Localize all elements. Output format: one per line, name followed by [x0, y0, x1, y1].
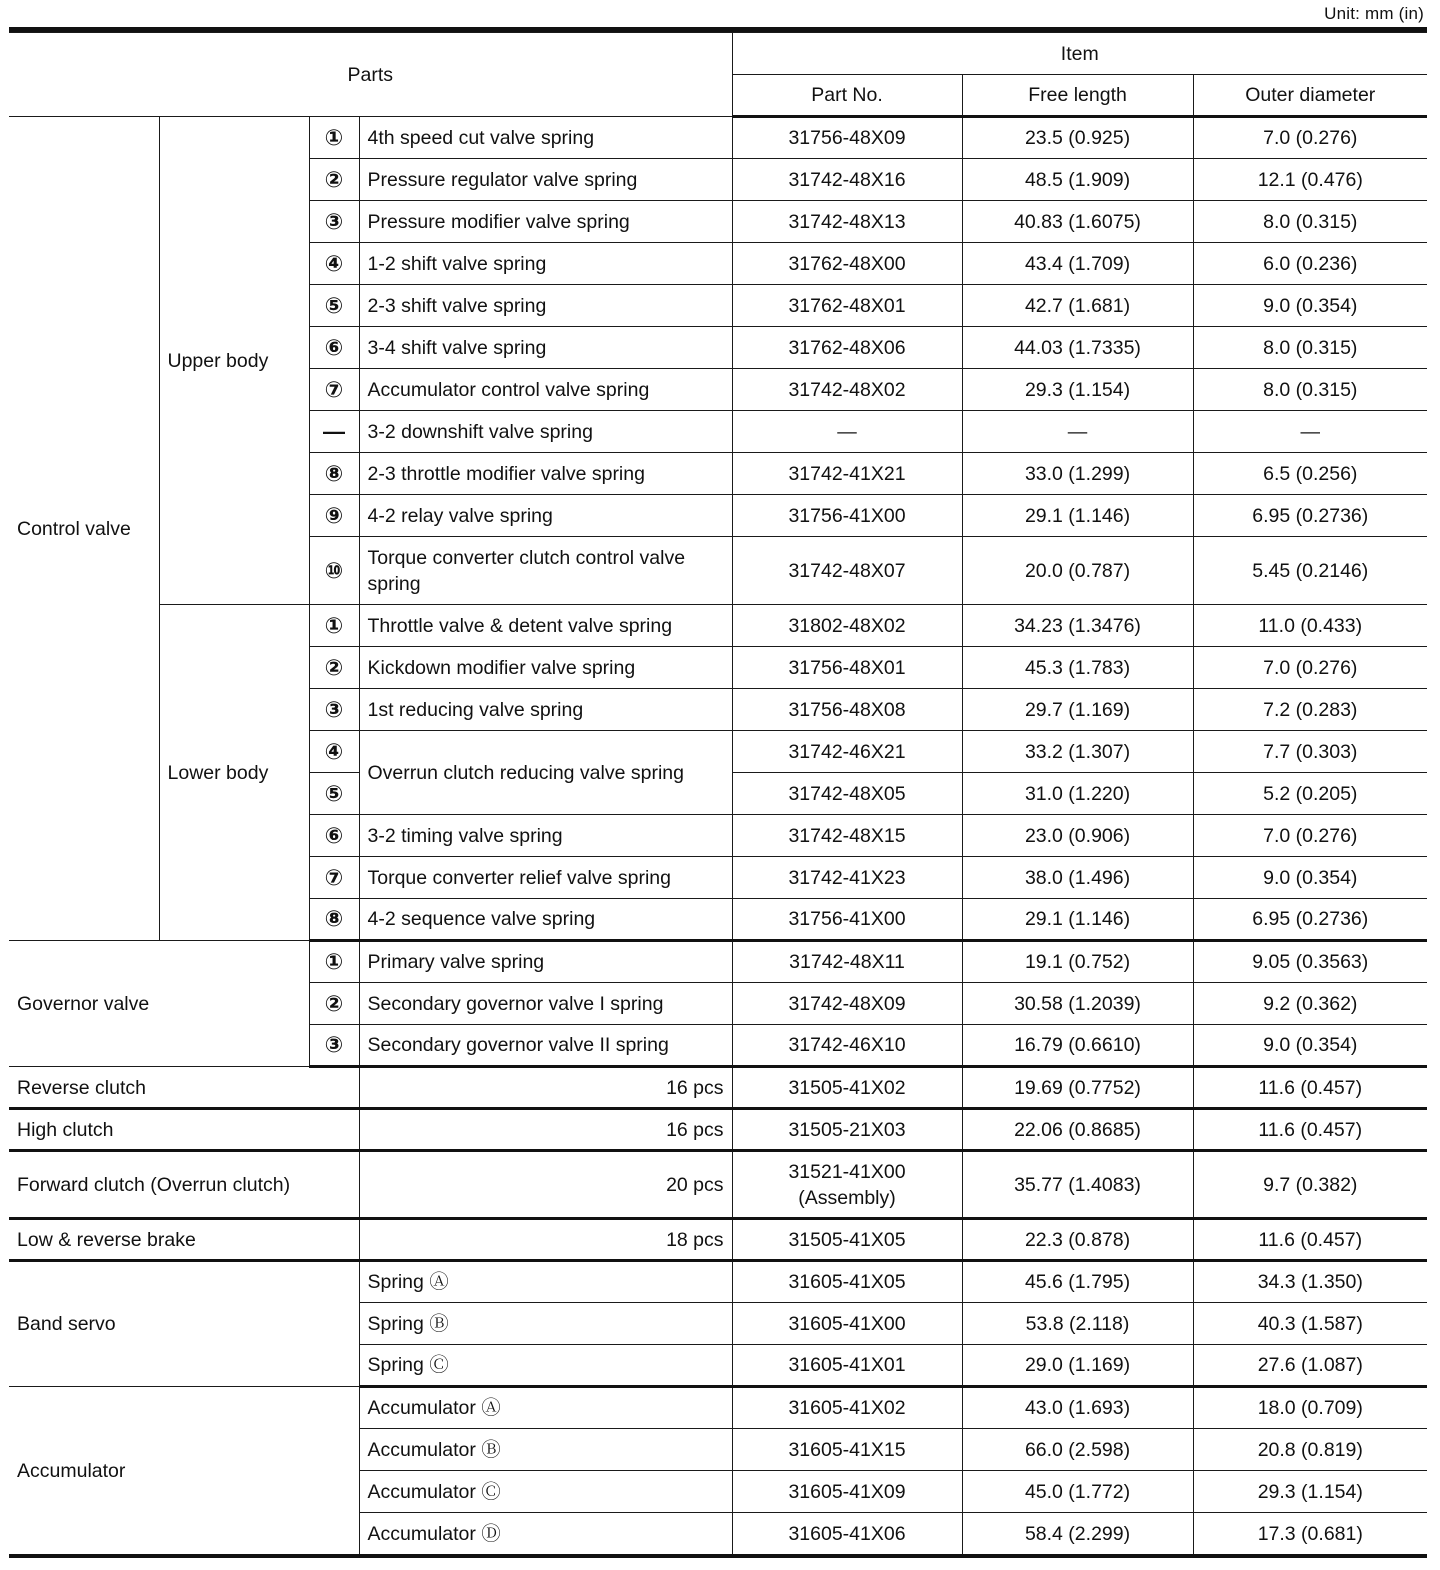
header-part-no: Part No. [732, 75, 962, 117]
part-no-cell: 31756-48X08 [732, 689, 962, 731]
table-row [9, 1387, 1427, 1429]
free-length-cell: 35.77 (1.4083) [962, 1151, 1193, 1219]
item-number-badge: ⑤ [309, 285, 359, 327]
part-name-cell: 4-2 sequence valve spring [359, 899, 732, 941]
header-parts: Parts [9, 33, 732, 117]
part-name-cell: 3-2 downshift valve spring [359, 411, 732, 453]
item-number-badge: ④ [309, 243, 359, 285]
bottom-rule [9, 1554, 1427, 1558]
outer-diameter-cell: 20.8 (0.819) [1193, 1429, 1427, 1471]
part-no-cell: 31762-48X06 [732, 327, 962, 369]
outer-diameter-cell: 6.0 (0.236) [1193, 243, 1427, 285]
outer-diameter-cell: 9.2 (0.362) [1193, 983, 1427, 1025]
part-no-cell: 31762-48X01 [732, 285, 962, 327]
item-number-badge: ⑧ [309, 453, 359, 495]
outer-diameter-cell: 5.2 (0.205) [1193, 773, 1427, 815]
part-name-cell: Primary valve spring [359, 941, 732, 983]
outer-diameter-cell: 7.2 (0.283) [1193, 689, 1427, 731]
part-no-cell: 31605-41X00 [732, 1303, 962, 1345]
free-length-cell: 33.0 (1.299) [962, 453, 1193, 495]
part-no-cell: 31762-48X00 [732, 243, 962, 285]
part-no-cell: 31505-41X05 [732, 1219, 962, 1261]
header-free-length: Free length [962, 75, 1193, 117]
free-length-cell: 23.5 (0.925) [962, 117, 1193, 159]
outer-diameter-cell: 11.6 (0.457) [1193, 1109, 1427, 1151]
outer-diameter-cell: 18.0 (0.709) [1193, 1387, 1427, 1429]
free-length-cell: 53.8 (2.118) [962, 1303, 1193, 1345]
item-number-badge: ② [309, 159, 359, 201]
part-no-cell: 31802-48X02 [732, 605, 962, 647]
free-length-cell: 30.58 (1.2039) [962, 983, 1193, 1025]
outer-diameter-cell: 9.0 (0.354) [1193, 285, 1427, 327]
free-length-cell: 45.3 (1.783) [962, 647, 1193, 689]
free-length-cell: 33.2 (1.307) [962, 731, 1193, 773]
item-number-badge: ③ [309, 1025, 359, 1067]
item-number-badge: ① [309, 941, 359, 983]
part-no-cell: 31605-41X02 [732, 1387, 962, 1429]
header-item: Item [732, 33, 1427, 75]
clutch-name-cell: High clutch [9, 1109, 359, 1151]
part-no-cell: 31505-41X02 [732, 1067, 962, 1109]
part-name-cell: 4th speed cut valve spring [359, 117, 732, 159]
group-label-governor-valve: Governor valve [9, 941, 309, 1067]
free-length-cell: 20.0 (0.787) [962, 537, 1193, 605]
part-no-cell: 31742-48X16 [732, 159, 962, 201]
part-name-cell: Accumulator Ⓑ [359, 1429, 732, 1471]
outer-diameter-cell: 11.6 (0.457) [1193, 1067, 1427, 1109]
outer-diameter-cell: 8.0 (0.315) [1193, 327, 1427, 369]
free-length-cell: 43.4 (1.709) [962, 243, 1193, 285]
quantity-cell: 16 pcs [359, 1067, 732, 1109]
item-number-badge: — [309, 411, 359, 453]
outer-diameter-cell: 9.0 (0.354) [1193, 857, 1427, 899]
part-no-cell: 31742-46X21 [732, 731, 962, 773]
outer-diameter-cell: 5.45 (0.2146) [1193, 537, 1427, 605]
table-row [9, 1151, 1427, 1219]
outer-diameter-cell: 34.3 (1.350) [1193, 1261, 1427, 1303]
free-length-cell: 45.6 (1.795) [962, 1261, 1193, 1303]
part-no-cell: 31756-41X00 [732, 495, 962, 537]
outer-diameter-cell: 7.0 (0.276) [1193, 117, 1427, 159]
part-no-cell: 31742-41X21 [732, 453, 962, 495]
part-name-cell: 3-4 shift valve spring [359, 327, 732, 369]
item-number-badge: ② [309, 647, 359, 689]
part-name-cell: Accumulator Ⓓ [359, 1513, 732, 1555]
outer-diameter-cell: 11.0 (0.433) [1193, 605, 1427, 647]
clutch-name-cell: Low & reverse brake [9, 1219, 359, 1261]
free-length-cell: 45.0 (1.772) [962, 1471, 1193, 1513]
outer-diameter-cell: 7.7 (0.303) [1193, 731, 1427, 773]
free-length-cell: 43.0 (1.693) [962, 1387, 1193, 1429]
part-name-cell: Pressure regulator valve spring [359, 159, 732, 201]
outer-diameter-cell: 12.1 (0.476) [1193, 159, 1427, 201]
group-label-accumulator: Accumulator [9, 1387, 359, 1555]
free-length-cell: 19.1 (0.752) [962, 941, 1193, 983]
part-name-cell: Spring Ⓑ [359, 1303, 732, 1345]
part-no-cell: 31605-41X15 [732, 1429, 962, 1471]
part-no-cell: 31742-48X07 [732, 537, 962, 605]
spring-spec-table-wrapper [9, 27, 1427, 1558]
outer-diameter-cell: 11.6 (0.457) [1193, 1219, 1427, 1261]
part-name-cell: Spring Ⓒ [359, 1345, 732, 1387]
part-name-cell: Secondary governor valve I spring [359, 983, 732, 1025]
part-name-cell: Torque converter clutch control valve spring [359, 537, 732, 605]
part-no-cell: 31742-48X13 [732, 201, 962, 243]
part-name-cell: 4-2 relay valve spring [359, 495, 732, 537]
outer-diameter-cell: 7.0 (0.276) [1193, 815, 1427, 857]
free-length-cell: 40.83 (1.6075) [962, 201, 1193, 243]
unit-label: Unit: mm (in) [1324, 4, 1424, 23]
part-no-cell: 31605-41X05 [732, 1261, 962, 1303]
part-no-cell: 31742-48X15 [732, 815, 962, 857]
table-row [9, 1219, 1427, 1261]
header-row-1 [9, 33, 1427, 75]
item-number-badge: ⑧ [309, 899, 359, 941]
table-row [9, 605, 1427, 647]
free-length-cell: 29.0 (1.169) [962, 1345, 1193, 1387]
outer-diameter-cell: 40.3 (1.587) [1193, 1303, 1427, 1345]
part-no-cell: 31756-41X00 [732, 899, 962, 941]
outer-diameter-cell: 6.95 (0.2736) [1193, 899, 1427, 941]
part-no-cell: 31521-41X00 (Assembly) [732, 1151, 962, 1219]
part-name-cell: Spring Ⓐ [359, 1261, 732, 1303]
part-no-cell: 31742-48X11 [732, 941, 962, 983]
part-name-cell: 1st reducing valve spring [359, 689, 732, 731]
free-length-cell: 38.0 (1.496) [962, 857, 1193, 899]
free-length-cell: 29.1 (1.146) [962, 899, 1193, 941]
outer-diameter-cell: 8.0 (0.315) [1193, 201, 1427, 243]
outer-diameter-cell: 17.3 (0.681) [1193, 1513, 1427, 1555]
outer-diameter-cell: 6.95 (0.2736) [1193, 495, 1427, 537]
item-number-badge: ⑥ [309, 327, 359, 369]
subgroup-label-lower-body: Lower body [159, 605, 309, 941]
item-number-badge: ⑩ [309, 537, 359, 605]
free-length-cell: 29.1 (1.146) [962, 495, 1193, 537]
part-name-cell: 3-2 timing valve spring [359, 815, 732, 857]
part-name-cell: Secondary governor valve II spring [359, 1025, 732, 1067]
quantity-cell: 20 pcs [359, 1151, 732, 1219]
free-length-cell: 19.69 (0.7752) [962, 1067, 1193, 1109]
part-name-cell: Torque converter relief valve spring [359, 857, 732, 899]
part-no-cell: 31605-41X09 [732, 1471, 962, 1513]
part-name-cell: Pressure modifier valve spring [359, 201, 732, 243]
part-name-cell: 1-2 shift valve spring [359, 243, 732, 285]
part-name-cell: Kickdown modifier valve spring [359, 647, 732, 689]
free-length-cell: 48.5 (1.909) [962, 159, 1193, 201]
part-name-cell: Overrun clutch reducing valve spring [359, 731, 732, 815]
table-row [9, 941, 1427, 983]
quantity-cell: 16 pcs [359, 1109, 732, 1151]
table-row [9, 1109, 1427, 1151]
part-name-cell: Accumulator control valve spring [359, 369, 732, 411]
free-length-cell: 29.7 (1.169) [962, 689, 1193, 731]
free-length-cell: 23.0 (0.906) [962, 815, 1193, 857]
table-row [9, 1067, 1427, 1109]
part-name-cell: Throttle valve & detent valve spring [359, 605, 732, 647]
free-length-cell: 44.03 (1.7335) [962, 327, 1193, 369]
subgroup-label-upper-body: Upper body [159, 117, 309, 605]
outer-diameter-cell: 9.05 (0.3563) [1193, 941, 1427, 983]
item-number-badge: ① [309, 117, 359, 159]
part-name-cell: 2-3 throttle modifier valve spring [359, 453, 732, 495]
part-name-cell: Accumulator Ⓐ [359, 1387, 732, 1429]
outer-diameter-cell: 27.6 (1.087) [1193, 1345, 1427, 1387]
item-number-badge: ② [309, 983, 359, 1025]
item-number-badge: ③ [309, 201, 359, 243]
free-length-cell: 58.4 (2.299) [962, 1513, 1193, 1555]
outer-diameter-cell: 29.3 (1.154) [1193, 1471, 1427, 1513]
part-no-cell: 31605-41X06 [732, 1513, 962, 1555]
part-no-cell: 31742-48X09 [732, 983, 962, 1025]
part-no-cell: 31742-46X10 [732, 1025, 962, 1067]
part-name-cell: 2-3 shift valve spring [359, 285, 732, 327]
free-length-cell: 22.06 (0.8685) [962, 1109, 1193, 1151]
table-body [9, 33, 1427, 1555]
header-outer-diameter: Outer diameter [1193, 75, 1427, 117]
free-length-cell: — [962, 411, 1193, 453]
item-number-badge: ⑥ [309, 815, 359, 857]
free-length-cell: 29.3 (1.154) [962, 369, 1193, 411]
table-row [9, 117, 1427, 159]
item-number-badge: ① [309, 605, 359, 647]
free-length-cell: 34.23 (1.3476) [962, 605, 1193, 647]
quantity-cell: 18 pcs [359, 1219, 732, 1261]
outer-diameter-cell: 7.0 (0.276) [1193, 647, 1427, 689]
outer-diameter-cell: 8.0 (0.315) [1193, 369, 1427, 411]
part-no-cell: 31756-48X01 [732, 647, 962, 689]
group-label-control-valve: Control valve [9, 117, 159, 941]
item-number-badge: ③ [309, 689, 359, 731]
part-name-cell: Accumulator Ⓒ [359, 1471, 732, 1513]
free-length-cell: 66.0 (2.598) [962, 1429, 1193, 1471]
outer-diameter-cell: 9.7 (0.382) [1193, 1151, 1427, 1219]
outer-diameter-cell: 9.0 (0.354) [1193, 1025, 1427, 1067]
item-number-badge: ⑨ [309, 495, 359, 537]
free-length-cell: 22.3 (0.878) [962, 1219, 1193, 1261]
part-no-cell: 31505-21X03 [732, 1109, 962, 1151]
item-number-badge: ⑤ [309, 773, 359, 815]
free-length-cell: 31.0 (1.220) [962, 773, 1193, 815]
outer-diameter-cell: — [1193, 411, 1427, 453]
part-no-cell: 31742-48X05 [732, 773, 962, 815]
free-length-cell: 16.79 (0.6610) [962, 1025, 1193, 1067]
part-no-cell: 31605-41X01 [732, 1345, 962, 1387]
table-row [9, 1261, 1427, 1303]
item-number-badge: ⑦ [309, 369, 359, 411]
item-number-badge: ④ [309, 731, 359, 773]
group-label-band-servo: Band servo [9, 1261, 359, 1387]
clutch-name-cell: Forward clutch (Overrun clutch) [9, 1151, 359, 1219]
part-no-cell: 31756-48X09 [732, 117, 962, 159]
part-no-cell: — [732, 411, 962, 453]
part-no-cell: 31742-41X23 [732, 857, 962, 899]
clutch-name-cell: Reverse clutch [9, 1067, 359, 1109]
free-length-cell: 42.7 (1.681) [962, 285, 1193, 327]
spring-spec-table [9, 32, 1427, 1555]
part-no-cell: 31742-48X02 [732, 369, 962, 411]
item-number-badge: ⑦ [309, 857, 359, 899]
outer-diameter-cell: 6.5 (0.256) [1193, 453, 1427, 495]
